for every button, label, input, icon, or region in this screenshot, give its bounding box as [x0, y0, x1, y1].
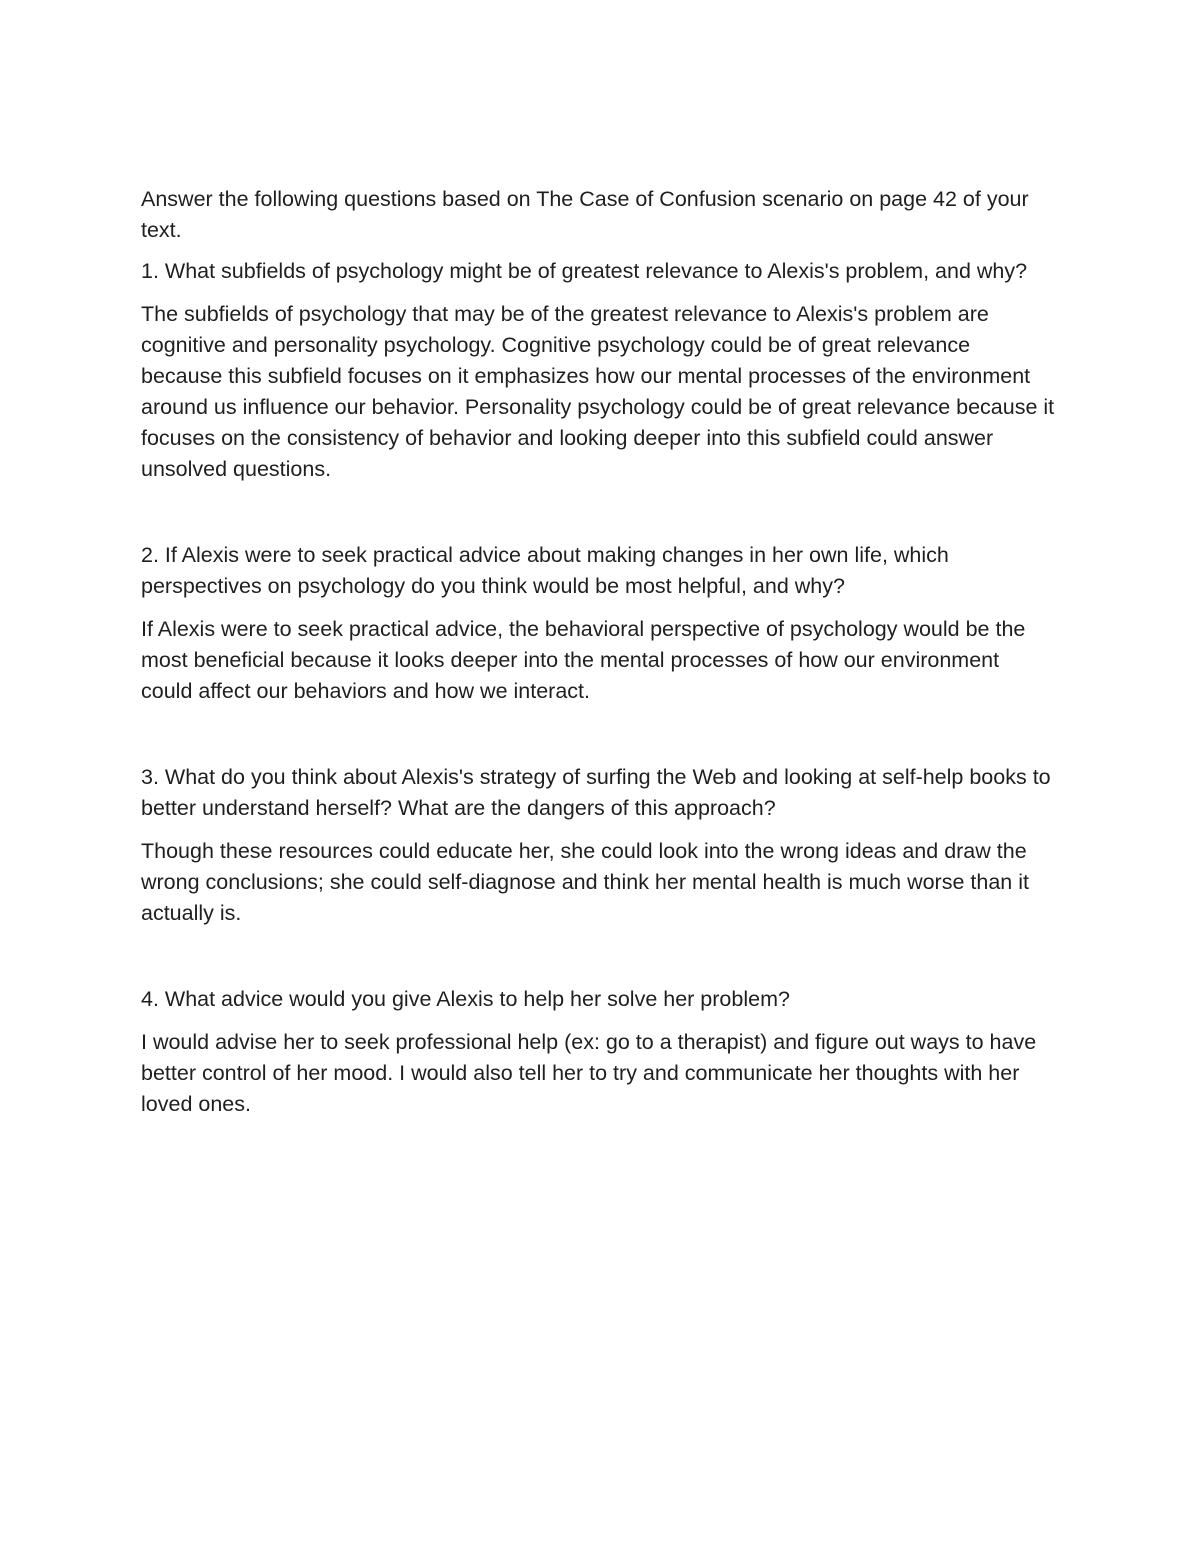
question-4: 4. What advice would you give Alexis to help her solve her problem? [141, 987, 790, 1011]
answer-1: The subfields of psychology that may be of the greatest relevance to Alexis's problem are cognitive and personality psychology. Cognitive psychology could be of great relevance because this subfield focuses on it emphasizes how our mental processes of the environment around us influence our behavior. Personality psychology could be of great relevance because it focuses on the consistency of behavior and looking deeper into this subfield could answer unsolved questions. [141, 302, 1055, 481]
answer-2: If Alexis were to seek practical advice, the behavioral perspective of psychology would be the most beneficial because it looks deeper into the mental processes of how our environment could affect our behaviors and how we interact. [141, 617, 1026, 703]
question-3: 3. What do you think about Alexis's strategy of surfing the Web and looking at self-help books to better understand herself? What are the dangers of this approach? [141, 765, 1051, 820]
intro-paragraph: Answer the following questions based on The Case of Confusion scenario on page 42 of your text. [141, 187, 1029, 242]
paragraph-spacer [141, 707, 1056, 762]
question-1: 1. What subfields of psychology might be of greatest relevance to Alexis's problem, and why? [141, 259, 1028, 283]
paragraph-spacer [141, 929, 1056, 984]
paragraph-spacer [141, 485, 1056, 540]
answer-3: Though these resources could educate her, she could look into the wrong ideas and draw the wrong conclusions; she could self-diagnose and think her mental health is much worse than it actually is. [141, 839, 1029, 925]
question-2: 2. If Alexis were to seek practical advice about making changes in her own life, which perspectives on psychology do you think would be most helpful, and why? [141, 543, 949, 598]
answer-4: I would advise her to seek professional help (ex: go to a therapist) and figure out ways to have better control of her mood. I would also tell her to try and communicate her thoughts with her loved ones. [141, 1030, 1037, 1116]
document-body [141, 184, 1056, 1120]
